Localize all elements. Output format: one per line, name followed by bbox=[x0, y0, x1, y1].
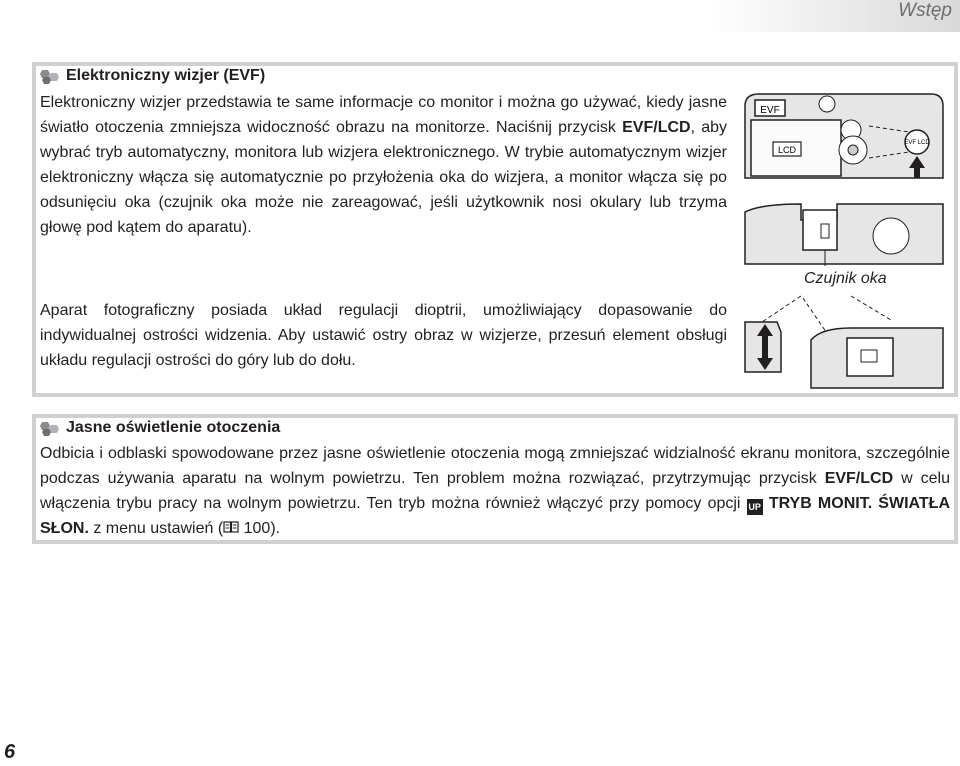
light-paragraph bbox=[40, 441, 950, 541]
evf-lcd-button-label: EVF LCD bbox=[904, 140, 930, 146]
note-icon bbox=[40, 420, 62, 436]
evf-heading bbox=[40, 67, 265, 85]
light-para-text-c: z menu ustawień ( bbox=[88, 520, 224, 537]
diopter-illustration bbox=[741, 292, 946, 392]
light-para-text-b: w celu włączenia trybu pracy na wolnym powietrzu. Ten tryb można również włączyć przy pomocy opcji bbox=[40, 470, 951, 512]
evf-lcd-button-ref: EVF/LCD bbox=[622, 119, 691, 136]
evf-heading-text: Elektroniczny wizjer (EVF) bbox=[66, 67, 266, 84]
evf-label: EVF bbox=[760, 105, 780, 116]
page-reference: 100). bbox=[239, 520, 281, 537]
camera-back-illustration bbox=[741, 86, 946, 266]
light-para-text-a: Odbicia i odblaski spowodowane przez jasne oświetlenie otoczenia mogą zmniejszać widzialność ekranu monitora, szczególnie podczas używania aparatu na wolnym powietrzu. Ten problem można rozwiązać, przytrzymując przycisk bbox=[40, 445, 950, 487]
option-name: TRYB MONIT. ŚWIATŁA SŁON. bbox=[40, 495, 950, 537]
evf-paragraph-1 bbox=[40, 90, 727, 240]
section-title: Wstęp bbox=[898, 0, 952, 21]
evf-lcd-button-ref-2: EVF/LCD bbox=[824, 470, 894, 487]
setup-menu-icon: UP bbox=[747, 499, 763, 515]
evf-para1-text-b: , aby wybrać tryb automatyczny, monitora lub wizjera elektronicznego. W trybie automatycznym wizjer elektroniczny włącza się automatycznie po przyłożenia oka do wizjera, a monitor włącza się po odsunięciu oka (czujnik oka może nie zareagować, jeśli użytkownik nosi okulary lub trzyma głowę pod kątem do aparatu). bbox=[40, 119, 728, 236]
eye-sensor-caption: Czujnik oka bbox=[804, 270, 887, 287]
lcd-label: LCD bbox=[777, 145, 797, 155]
evf-para1-text-a: Elektroniczny wizjer przedstawia te same informacje co monitor i można go używać, kiedy jasne światło otoczenia zmniejsza widoczność obrazu na monitorze. Naciśnij przycisk bbox=[40, 94, 727, 136]
light-heading-text: Jasne oświetlenie otoczenia bbox=[66, 419, 281, 436]
book-icon bbox=[223, 520, 239, 534]
page-number: 6 bbox=[4, 741, 16, 763]
light-heading bbox=[40, 419, 280, 437]
evf-paragraph-2 bbox=[40, 298, 727, 373]
evf-para2-text: Aparat fotograficzny posiada układ regulacji dioptrii, umożliwiający dopasowanie do indywidualnej ostrości widzenia. Aby ustawić ostry obraz w wizjerze, przesuń element obsługi układu regulacji ostrości do góry lub do dołu. bbox=[40, 302, 727, 369]
section-tab bbox=[710, 0, 960, 32]
note-icon bbox=[40, 68, 62, 84]
